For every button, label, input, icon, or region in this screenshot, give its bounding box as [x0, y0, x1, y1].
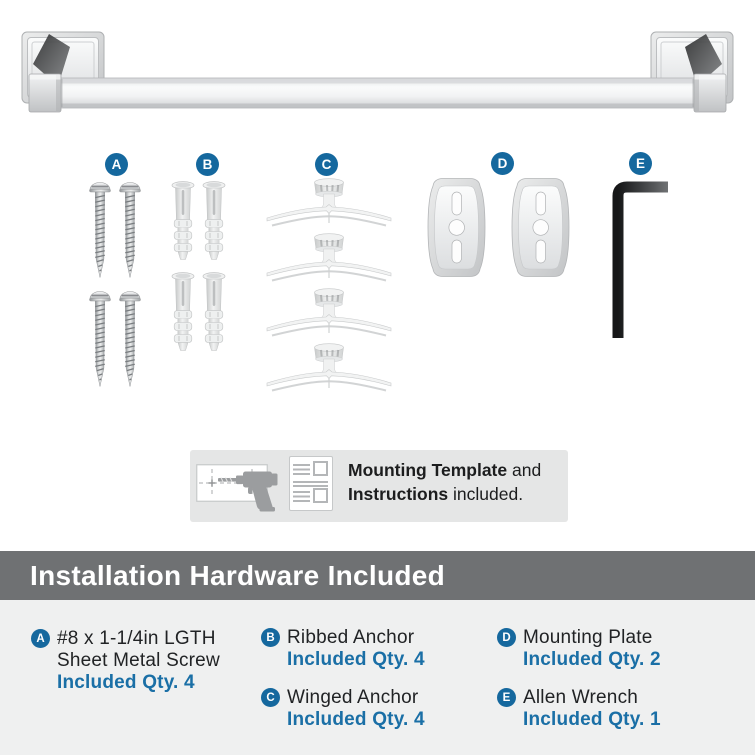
- screw-image: [118, 290, 142, 390]
- legend-item-a: [57, 628, 220, 694]
- legend-d-name: Mounting Plate: [523, 627, 653, 648]
- legend-b-qty: Included Qty. 4: [287, 649, 425, 670]
- legend-item-e: [523, 687, 661, 731]
- section-banner: [0, 551, 755, 600]
- screw-image: [88, 290, 112, 390]
- callout-c-badge: C: [315, 153, 338, 176]
- info-box-line1-bold: Mounting Template: [348, 460, 508, 480]
- callout-d-badge: D: [491, 152, 514, 175]
- mounting-plate-image: [427, 177, 486, 278]
- banner-title: Installation Hardware Included: [30, 560, 446, 591]
- callout-b-badge: B: [196, 153, 219, 176]
- ribbed-anchor-image: [171, 181, 195, 263]
- towel-bar-product-image: [0, 0, 755, 150]
- info-box-line-2: [348, 483, 541, 507]
- winged-anchor-image: [265, 232, 393, 290]
- ribbed-anchor-image: [202, 272, 226, 354]
- legend-item-c: [287, 687, 425, 731]
- info-box-line2-rest: included.: [453, 483, 524, 504]
- legend-badge-a: A: [31, 629, 50, 648]
- legend-e-qty: Included Qty. 1: [523, 709, 661, 730]
- drill-icon: [218, 466, 282, 512]
- legend-a-name-line1: #8 x 1-1/4in LGTH: [57, 628, 216, 649]
- legend-badge-d: D: [497, 628, 516, 647]
- legend-b-name: Ribbed Anchor: [287, 627, 415, 648]
- screw-image: [118, 181, 142, 281]
- instructions-document-icon: [289, 456, 333, 511]
- info-box-line1-rest: and: [511, 460, 542, 480]
- screw-image: [88, 181, 112, 281]
- mounting-template-info-box: [190, 450, 568, 522]
- legend-a-qty: Included Qty. 4: [57, 672, 195, 693]
- ribbed-anchor-image: [202, 181, 226, 263]
- legend-badge-e: E: [497, 688, 516, 707]
- winged-anchor-image: [265, 177, 393, 235]
- info-box-line-1: [348, 459, 541, 483]
- ribbed-anchor-image: [171, 272, 195, 354]
- winged-anchor-image: [265, 287, 393, 345]
- mounting-plate-image: [511, 177, 570, 278]
- legend-c-name: Winged Anchor: [287, 687, 419, 708]
- legend-item-b: [287, 627, 425, 671]
- legend-item-d: [523, 627, 661, 671]
- callout-a-badge: A: [105, 153, 128, 176]
- legend-a-name-line2: Sheet Metal Screw: [57, 650, 220, 671]
- legend-c-qty: Included Qty. 4: [287, 709, 425, 730]
- info-box-line2-bold: Instructions: [348, 483, 449, 504]
- info-box-text: [348, 459, 541, 506]
- winged-anchor-image: [265, 342, 393, 400]
- legend-e-name: Allen Wrench: [523, 687, 639, 708]
- legend-d-qty: Included Qty. 2: [523, 649, 661, 670]
- legend-badge-c: C: [261, 688, 280, 707]
- legend-badge-b: B: [261, 628, 280, 647]
- callout-e-badge: E: [629, 152, 652, 175]
- allen-wrench-image: [604, 174, 679, 344]
